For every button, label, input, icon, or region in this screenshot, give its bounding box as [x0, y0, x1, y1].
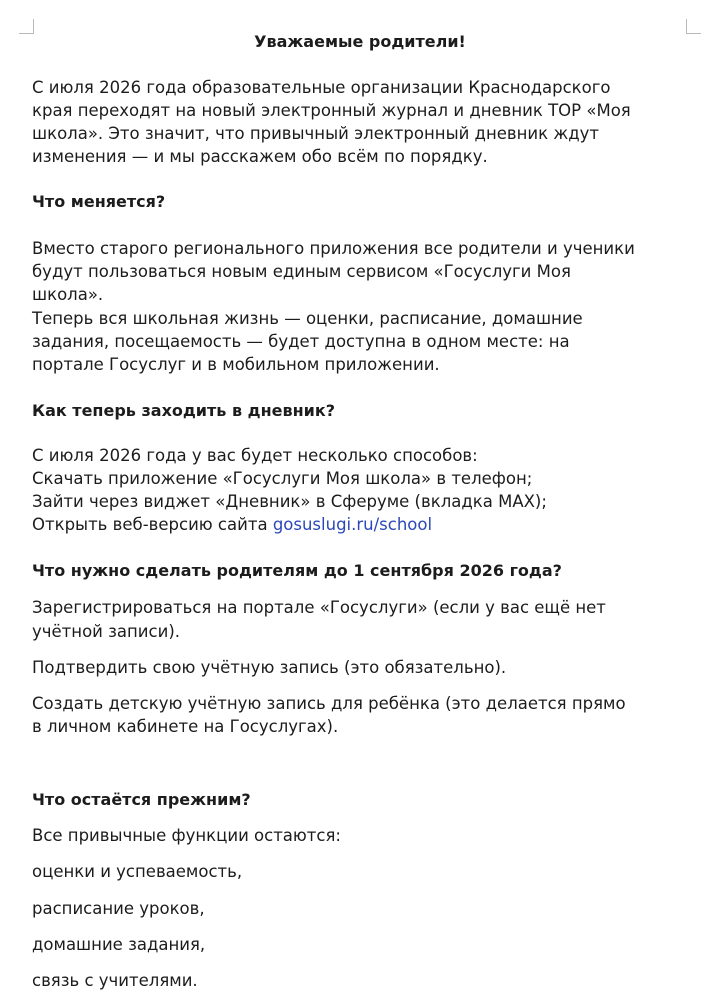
gosuslugi-school-link[interactable]: gosuslugi.ru/school: [272, 515, 433, 534]
todo-line: учётной записи).: [32, 622, 181, 641]
todo-line: Создать детскую учётную запись для ребёнка (это делается прямо: [32, 694, 626, 713]
intro-line: С июля 2026 года образовательные организации Краснодарского: [32, 78, 611, 97]
unchanged-line: оценки и успеваемость,: [32, 862, 243, 881]
unchanged-line: расписание уроков,: [32, 899, 205, 918]
section-heading-parents-todo: Что нужно сделать родителям до 1 сентября 2026 года?: [32, 561, 562, 580]
unchanged-line: Все привычные функции остаются:: [32, 826, 341, 845]
changes-line: школа».: [32, 285, 104, 304]
access-line: С июля 2026 года у вас будет несколько способов:: [32, 446, 478, 465]
todo-line: Зарегистрироваться на портале «Госуслуги» (если у вас ещё нет: [32, 598, 606, 617]
web-version-text: Открыть веб-версию сайта: [32, 515, 273, 534]
changes-line: задания, посещаемость — будет доступна в одном месте: на: [32, 332, 570, 351]
todo-line: Подтвердить свою учётную запись (это обязательно).: [32, 658, 507, 677]
section-heading-access: Как теперь заходить в дневник?: [32, 401, 336, 420]
access-line: Зайти через виджет «Дневник» в Сферуме (вкладка MAX);: [32, 492, 547, 511]
access-line: Скачать приложение «Госуслуги Моя школа» в телефон;: [32, 469, 533, 488]
todo-line: в личном кабинете на Госуслугах).: [32, 717, 339, 736]
unchanged-line: домашние задания,: [32, 935, 206, 954]
access-line-web: [32, 514, 432, 536]
changes-line: Теперь вся школьная жизнь — оценки, расписание, домашние: [32, 309, 583, 328]
section-heading-changes: Что меняется?: [32, 192, 166, 211]
unchanged-line: связь с учителями.: [32, 971, 198, 990]
section-heading-unchanged: Что остаётся прежним?: [32, 790, 251, 809]
changes-line: будут пользоваться новым единым сервисом «Госуслуги Моя: [32, 262, 571, 281]
intro-line: школа». Это значит, что привычный электронный дневник ждут: [32, 124, 600, 143]
changes-line: портале Госуслуг и в мобильном приложении.: [32, 355, 440, 374]
changes-line: Вместо старого регионального приложения все родители и ученики: [32, 239, 635, 258]
intro-line: изменения — и мы расскажем обо всём по порядку.: [32, 147, 488, 166]
document-title: Уважаемые родители!: [254, 32, 466, 51]
intro-line: края переходят на новый электронный журнал и дневник ТОР «Моя: [32, 101, 631, 120]
